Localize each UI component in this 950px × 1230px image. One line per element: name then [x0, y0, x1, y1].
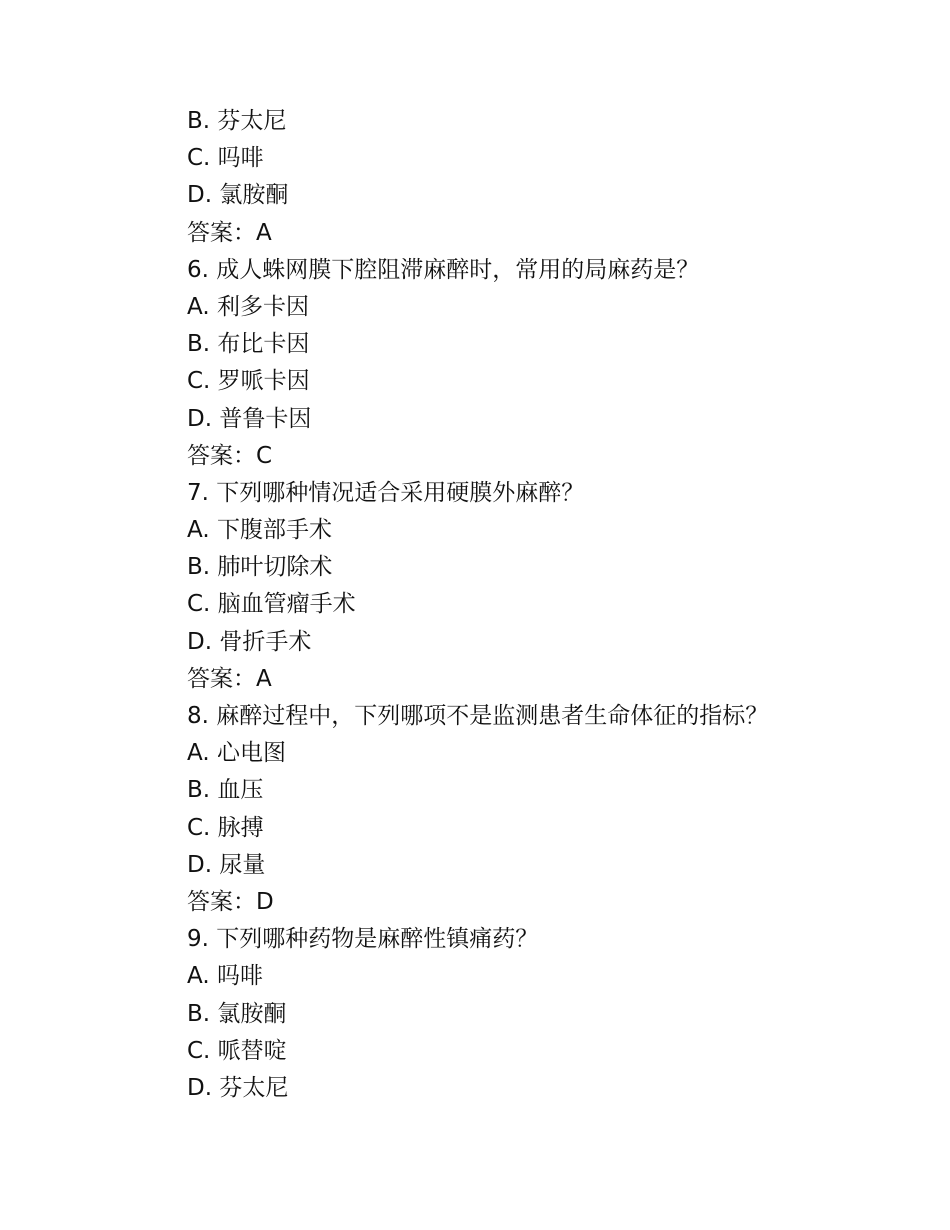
document-page — [187, 103, 887, 1107]
q6-option-d: D. 普鲁卡因 — [187, 405, 312, 432]
q6-option-c: C. 罗哌卡因 — [187, 368, 310, 395]
q9-option-b: B. 氯胺酮 — [187, 1000, 287, 1027]
q6-option-b: B. 布比卡因 — [187, 331, 310, 358]
q9-option-c: C. 哌替啶 — [187, 1037, 287, 1064]
q5-option-d: D. 氯胺酮 — [187, 182, 289, 209]
q7-option-c: C. 脑血管瘤手术 — [187, 591, 356, 618]
q7-question: 7. 下列哪种情况适合采用硬膜外麻醉？ — [187, 479, 585, 506]
q8-answer: 答案：D — [187, 888, 274, 915]
q5-option-c: C. 吗啡 — [187, 145, 264, 172]
q6-question: 6. 成人蛛网膜下腔阻滞麻醉时，常用的局麻药是？ — [187, 256, 700, 283]
q9-option-a: A. 吗啡 — [187, 963, 263, 990]
q5-answer: 答案：A — [187, 219, 272, 246]
q7-answer: 答案：A — [187, 665, 272, 692]
q6-answer: 答案：C — [187, 442, 273, 469]
q8-question: 8. 麻醉过程中，下列哪项不是监测患者生命体征的指标？ — [187, 703, 769, 729]
q8-option-c: C. 脉搏 — [187, 814, 264, 841]
q9-question: 9. 下列哪种药物是麻醉性镇痛药？ — [187, 926, 539, 953]
q7-option-a: A. 下腹部手术 — [187, 517, 332, 544]
q6-option-a: A. 利多卡因 — [187, 293, 309, 320]
q8-option-a: A. 心电图 — [187, 740, 286, 767]
q7-option-b: B. 肺叶切除术 — [187, 554, 333, 581]
q8-option-d: D. 尿量 — [187, 851, 266, 878]
q7-option-d: D. 骨折手术 — [187, 628, 312, 655]
q8-option-b: B. 血压 — [187, 777, 264, 804]
q5-option-b: B. 芬太尼 — [187, 108, 287, 134]
q9-option-d: D. 芬太尼 — [187, 1074, 289, 1101]
